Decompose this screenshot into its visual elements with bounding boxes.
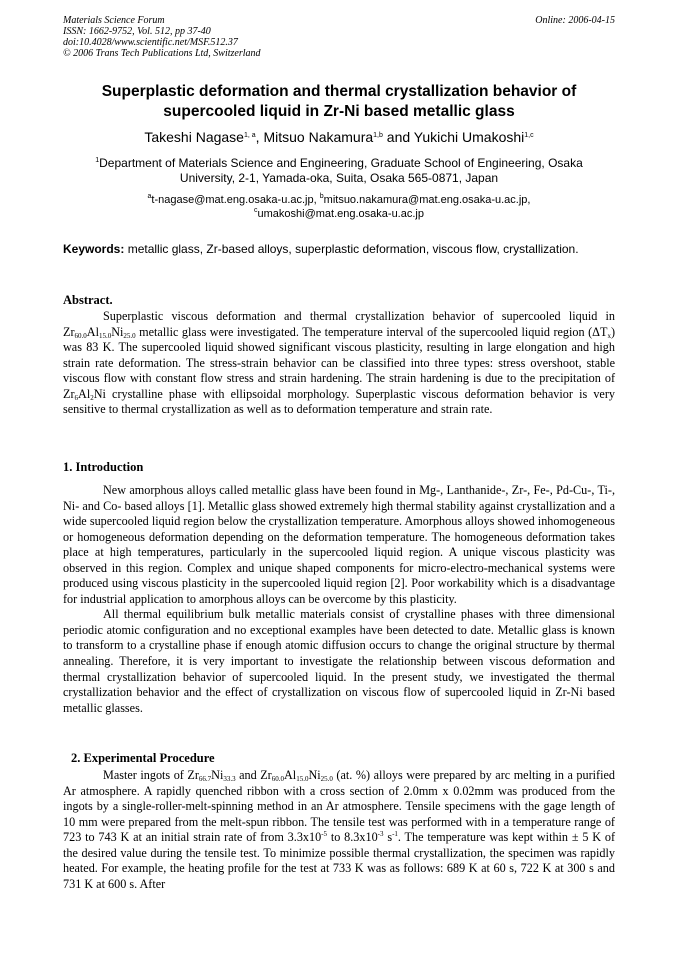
doi-line: doi:10.4028/www.scientific.net/MSF.512.37 [63, 37, 238, 48]
author-2: Mitsuo Nakamura [263, 129, 374, 145]
experimental-text: Ni [308, 768, 321, 782]
abstract-body [63, 309, 615, 418]
introduction-paragraph-2: All thermal equilibrium bulk metallic materials consist of crystalline phases with three dimensional periodic atomic configuration and no exceptional examples have been detected to date. Metallic glass is known to transform to a crystalline phase if enough atomic diffusion occurs to change the original structure by thermal annealing. Therefore, it is very important to investigate the relationship between viscous deformation and thermal crystallization behavior of supercooled liquid. In the present study, we investigated the thermal crystallization behavior and the effect of crystallization on viscous flow of supercooled liquid in Zr-Ni based metallic glasses. [63, 607, 615, 715]
experimental-text: (at. %) alloys were prepared by arc melting in a purified Ar atmosphere. A rapidly quenched ribbon with a cross section of 2.0mm x 0.02mm was produced from the ingots by a single-roller-melt-spinning method in an Ar atmosphere. Tensile specimens with the gage length of 10 mm were prepared from the melt-spun ribbon. The tensile test was performed with in a temperature range of 723 to 743 K at an initial strain rate of from 3.3x10 [63, 768, 615, 845]
introduction-paragraph-1: New amorphous alloys called metallic glass have been found in Mg-, Lanthanide-, Zr-, Fe-, Pd-Cu-, Ti-, Ni- and Co- based alloys [1]. Metallic glass showed extremely high thermal stability against crystallization and a wide supercooled liquid region below the crystallization temperature. Amorphous alloys showed inhomogeneous or homogeneous deformation depending on the deformation temperature. The homogeneous deformation takes place at high temperatures, particularly in the supercooled liquid region. A unique viscous plasticity was observed in this region. Complex and unique shaped components for micro-electro-mechanical systems were produced using viscous plasticity in the supercooled liquid region [2]. Poor workability which is a disadvantage for industrial application to amorphous alloys can be overcome by this plasticity. [63, 483, 615, 606]
affiliation [63, 156, 615, 186]
experimental-text: Master ingots of Zr [103, 768, 199, 782]
author-1: Takeshi Nagase [144, 129, 244, 145]
subscript: 33.3 [223, 775, 236, 783]
keywords-label: Keywords: [63, 242, 125, 256]
author-3-sup: 1,c [524, 132, 534, 139]
subscript: 2 [90, 393, 94, 402]
subscript: 60.0 [74, 331, 87, 340]
author-separator: , [255, 129, 260, 145]
email-list [63, 193, 615, 221]
experimental-text: to 8.3x10 [327, 830, 378, 845]
email-b-sup: b [319, 193, 324, 200]
subscript: 66.7 [198, 775, 212, 783]
abstract-text: Ni [111, 324, 124, 339]
keywords [63, 242, 615, 257]
subscript: 60.0 [271, 775, 284, 783]
page-header [63, 15, 615, 59]
subscript: x [607, 331, 611, 340]
abstract-heading: Abstract. [63, 293, 113, 307]
experimental-text: Al [284, 768, 297, 782]
author-1-sup: 1, a [243, 132, 256, 139]
experimental-text: and Zr [235, 768, 272, 782]
email-a-sup: a [147, 193, 152, 200]
experimental-text: s [383, 830, 393, 845]
subscript: 6 [74, 393, 79, 402]
experimental-heading: 2. Experimental Procedure [71, 751, 215, 765]
abstract-text: ) was 83 K. The supercooled liquid showed significant viscous plasticity, resulting in large elongation and high strain rate deformation. The stress-strain behavior can be classified into three types: stress overshoot, stable viscous flow with constant flow stress and strain hardening. The strain hardening is due to the precipitation of Zr [63, 324, 615, 401]
email-c: umakoshi@mat.eng.osaka-u.ac.jp [257, 208, 424, 220]
abstract-text: Ni crystalline phase with ellipsoidal morphology. Superplastic viscous deformation behavior is very sensitive to thermal crystallization as well as to deformation temperature and strain rate. [63, 386, 615, 417]
subscript: 15.0 [296, 775, 309, 783]
introduction-body [63, 483, 615, 716]
journal-name: Materials Science Forum [63, 15, 165, 26]
subscript: 25.0 [320, 775, 333, 783]
title-line-2: supercooled liquid in Zr-Ni based metallic glass [163, 103, 515, 120]
copyright-line: © 2006 Trans Tech Publications Ltd, Switzerland [63, 48, 261, 59]
author-3: Yukichi Umakoshi [413, 129, 525, 145]
title-line-1: Superplastic deformation and thermal crystallization behavior of [101, 83, 577, 100]
issn-line: ISSN: 1662-9752, Vol. 512, pp 37-40 [63, 26, 211, 37]
superscript: -5 [321, 830, 328, 839]
affiliation-line-2: University, 2-1, Yamada-oka, Suita, Osaka 565-0871, Japan [179, 171, 499, 185]
abstract-text: Superplastic viscous deformation and thermal crystallization behavior of supercooled liquid in Zr [63, 309, 615, 339]
online-date: Online: 2006-04-15 [535, 15, 615, 26]
superscript: -3 [377, 830, 384, 839]
introduction-heading: 1. Introduction [63, 460, 144, 474]
experimental-body [63, 768, 615, 892]
email-a: t-nagase@mat.eng.osaka-u.ac.jp, [151, 194, 320, 206]
subscript: 15.0 [98, 331, 112, 340]
author-and: and [386, 129, 411, 145]
affiliation-line-1: Department of Materials Science and Engineering, Graduate School of Engineering, Osaka [99, 156, 583, 170]
experimental-text: Ni [211, 768, 224, 782]
abstract-text: metallic glass were investigated. The temperature interval of the supercooled liquid region (ΔT [135, 324, 608, 339]
keywords-text: metallic glass, Zr-based alloys, superplastic deformation, viscous flow, crystallization. [124, 242, 579, 256]
author-list [63, 128, 615, 146]
abstract-text: Al [86, 324, 99, 339]
abstract-text: Al [78, 386, 91, 401]
paper-title [63, 82, 615, 122]
experimental-text: . The temperature was kept within ± 5 K of the desired value during the tensile test. To minimize possible thermal crystallization, the specimen was rapidly heated. For example, the heating profile for the test at 733 K was as follows: 689 K at 60 s, 722 K at 300 s and 731 K at 600 s. After [63, 830, 616, 891]
author-2-sup: 1,b [373, 132, 383, 139]
email-b: mitsuo.nakamura@mat.eng.osaka-u.ac.jp, [323, 194, 531, 206]
affiliation-sup: 1 [95, 157, 100, 164]
superscript: -1 [392, 830, 398, 839]
subscript: 25.0 [123, 331, 136, 340]
email-c-sup: c [254, 207, 258, 214]
